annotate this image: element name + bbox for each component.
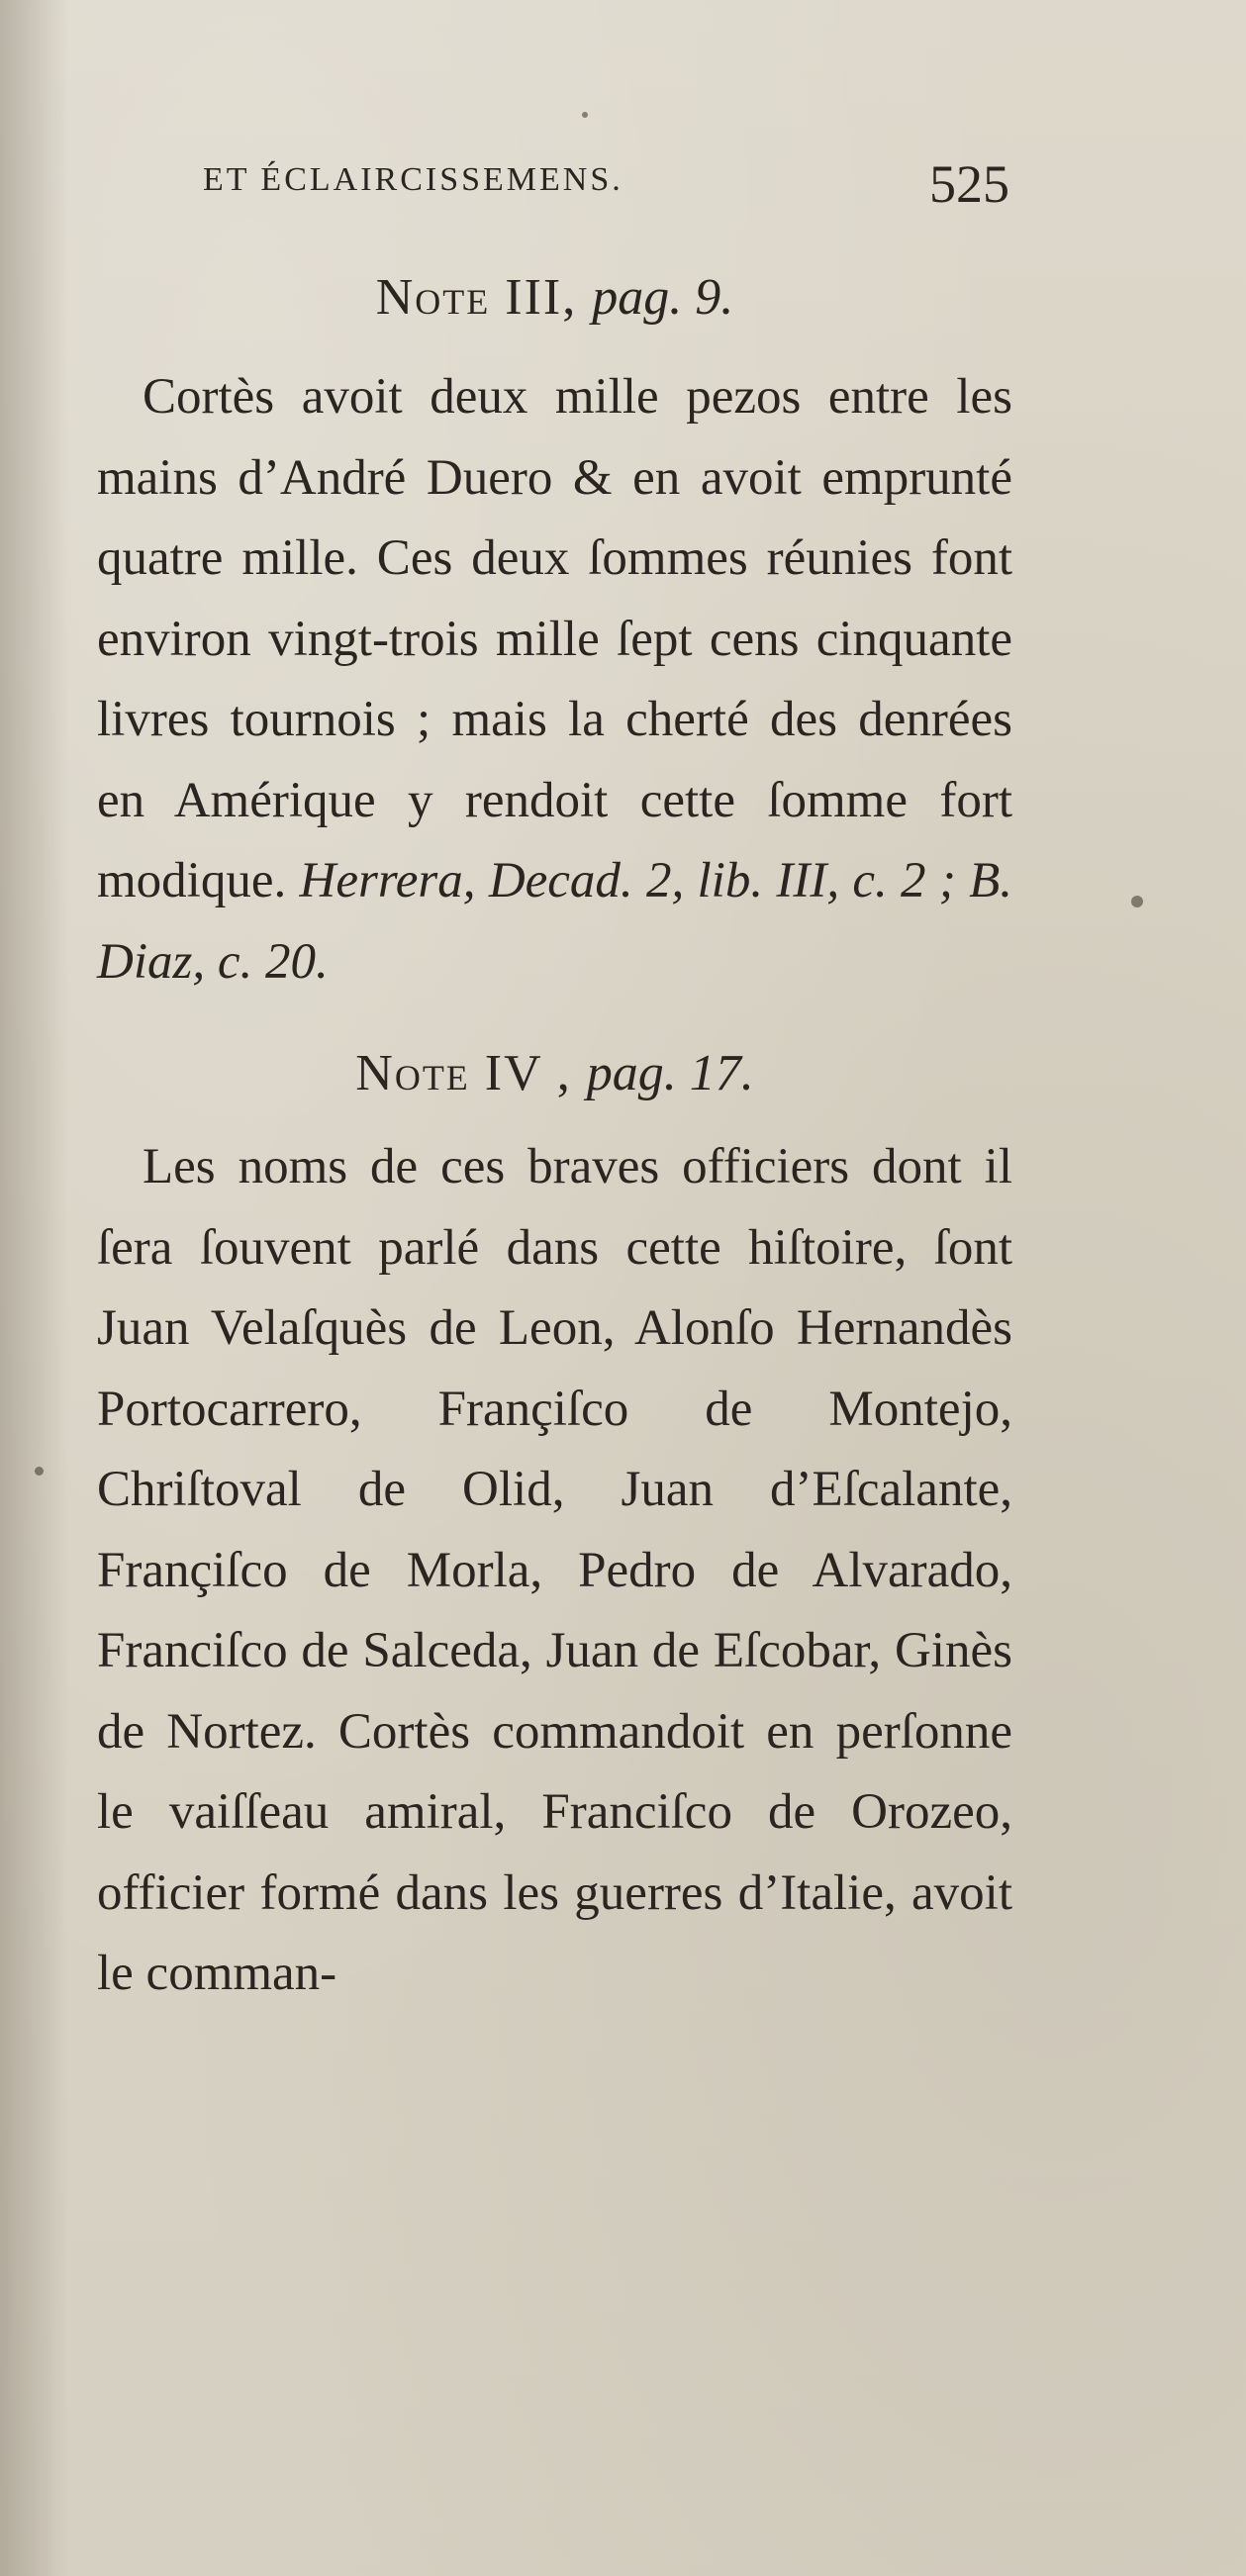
note-4-title-number: IV (484, 1045, 542, 1101)
note-3-reference: Herrera, Decad. 2, lib. III, c. 2 ; B. Diaz, c. 20. (97, 853, 1013, 990)
page-header (203, 153, 1009, 223)
note-3-title (97, 252, 1012, 343)
note-3-title-number: III (505, 269, 563, 326)
note-3-title-separator: , (562, 269, 578, 326)
note-4-title-word: Note (355, 1045, 470, 1101)
note-4-title (97, 1028, 1012, 1119)
note-4-text: Les noms de ces braves officiers dont il ſera ſouvent parlé dans cette hiſtoire, ſont Juan Velaſquès de Leon, Alonſo Hernandès Portocarrero, Françiſco de Montejo, Chriſtoval de Olid, Juan d’Eſcalante, Françiſco de Morla, Pedro de Alvarado, Franciſco de Salceda, Juan de Eſcobar, Ginès de Nortez. Cortès commandoit en perſonne le vaiſſeau amiral, Franciſco de Orozeo, officier formé dans les guerres d’Italie, avoit le comman- (97, 1139, 1012, 2001)
running-head: ET ÉCLAIRCISSEMENS. (203, 161, 623, 198)
note-3-text: Cortès avoit deux mille pezos entre les mains d’André Duero & en avoit emprunté quatre mille. Ces deux ſommes réunies font environ vingt-trois mille ſept cens cinquante livres tournois ; mais la cherté des denrées en Amérique y rendoit cette ſomme fort modique. (97, 369, 1012, 908)
paper-speck (1131, 896, 1143, 907)
spine-shadow (0, 0, 69, 2576)
note-4-title-separator: , (556, 1045, 572, 1101)
note-4-body (97, 1127, 1012, 2015)
paper-speck (582, 112, 588, 118)
note-3-page-ref: pag. 9. (592, 269, 734, 326)
paper-speck (35, 1467, 44, 1476)
page-number: 525 (929, 154, 1009, 214)
note-3-title-word: Note (375, 269, 491, 326)
note-4-page-ref: pag. 17. (586, 1045, 754, 1101)
text-block (97, 252, 1012, 2015)
note-3-body (97, 357, 1012, 1002)
